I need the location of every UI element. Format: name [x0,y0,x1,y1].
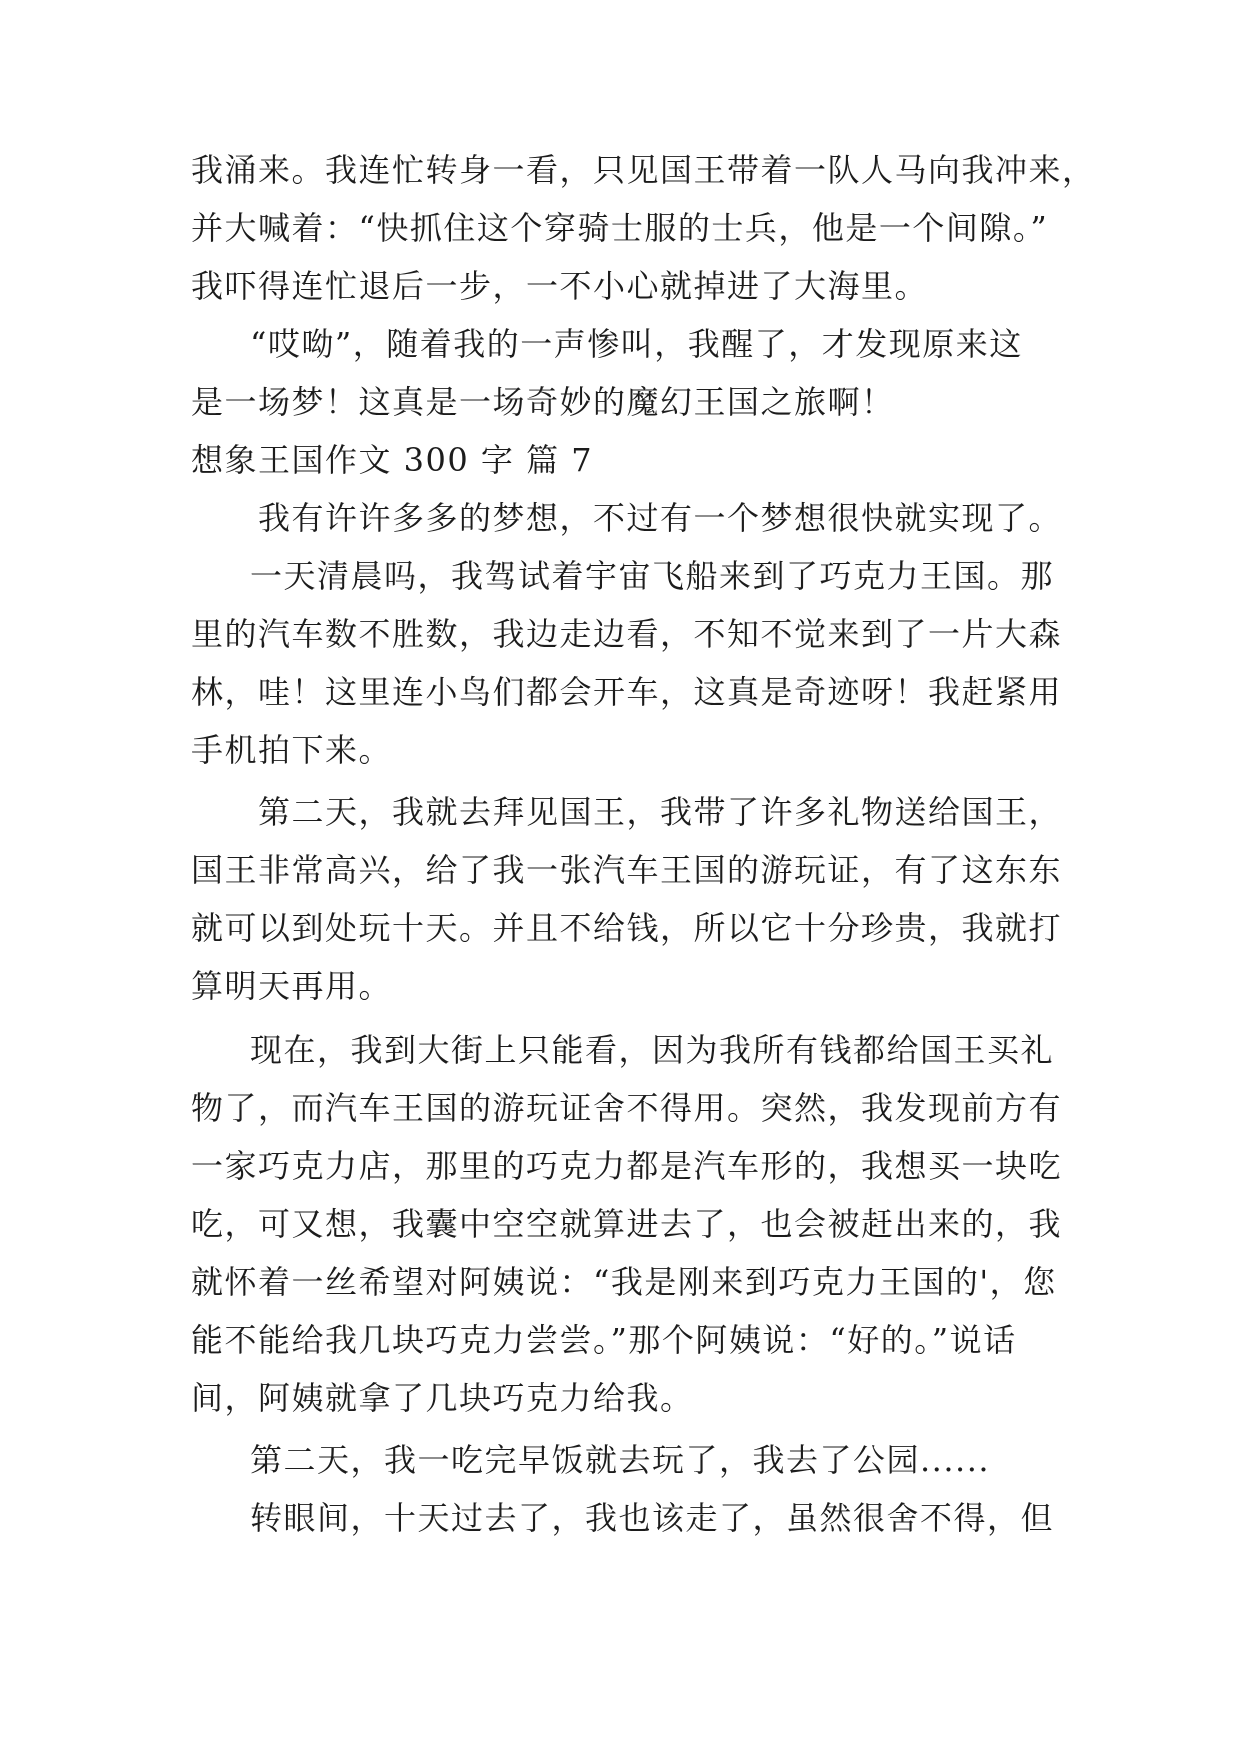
text-line: 转眼间，十天过去了，我也该走了，虽然很舍不得，但 [250,1499,1055,1537]
text-line: 第二天，我就去拜见国王，我带了许多礼物送给国王， [258,793,1063,831]
text-line: 我涌来。我连忙转身一看，只见国王带着一队人马向我冲来， [191,151,1096,189]
text-line: 能不能给我几块巧克力尝尝。”那个阿姨说：“好的。”说话 [191,1321,1017,1359]
text-line: 一天清晨吗，我驾试着宇宙飞船来到了巧克力王国。那 [250,557,1055,595]
text-line: 物了，而汽车王国的游玩证舍不得用。突然，我发现前方有 [191,1089,1063,1127]
text-line: 国王非常高兴，给了我一张汽车王国的游玩证，有了这东东 [191,851,1063,889]
text-line: 手机拍下来。 [191,731,393,769]
text-line: 第二天，我一吃完早饭就去玩了，我去了公园...... [250,1441,991,1479]
text-line: 现在，我到大街上只能看，因为我所有钱都给国王买礼 [250,1031,1055,1069]
text-line: 吃，可又想，我囊中空空就算进去了，也会被赶出来的，我 [191,1205,1063,1243]
text-line: 就怀着一丝希望对阿姨说：“我是刚来到巧克力王国的'，您 [191,1263,1057,1301]
text-line: 我有许许多多的梦想，不过有一个梦想很快就实现了。 [258,499,1063,537]
text-line: 间，阿姨就拿了几块巧克力给我。 [191,1379,694,1417]
text-line: 我吓得连忙退后一步，一不小心就掉进了大海里。 [191,267,929,305]
text-line: 里的汽车数不胜数，我边走边看，不知不觉来到了一片大森 [191,615,1063,653]
section-heading: 想象王国作文 300 字 篇 7 [191,441,594,479]
text-line: 就可以到处玩十天。并且不给钱，所以它十分珍贵，我就打 [191,909,1063,947]
text-line: 林，哇！这里连小鸟们都会开车，这真是奇迹呀！我赶紧用 [191,673,1063,711]
text-line: 是一场梦！这真是一场奇妙的魔幻王国之旅啊！ [191,383,895,421]
text-line: 算明天再用。 [191,967,393,1005]
text-line: “哎呦”，随着我的一声惨叫，我醒了，才发现原来这 [250,325,1023,363]
text-line: 并大喊着：“快抓住这个穿骑士服的士兵，他是一个间隙。” [191,209,1049,247]
text-line: 一家巧克力店，那里的巧克力都是汽车形的，我想买一块吃 [191,1147,1063,1185]
